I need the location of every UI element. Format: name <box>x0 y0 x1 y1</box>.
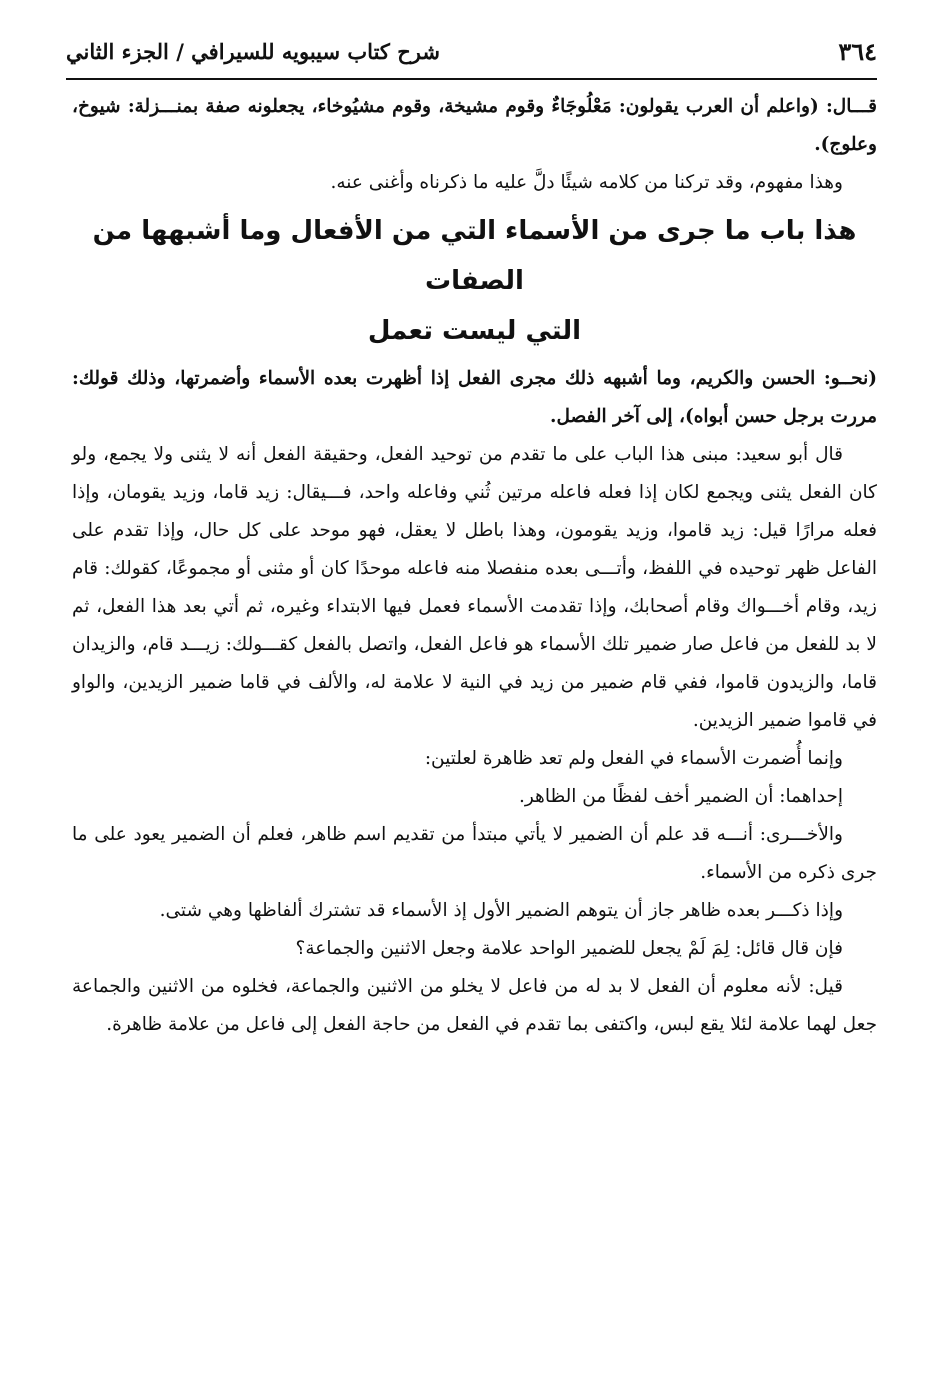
page-header <box>66 28 877 74</box>
running-title: شرح كتاب سيبويه للسيرافي / الجزء الثاني <box>66 38 440 64</box>
quote-paragraph: قـــال: (واعلم أن العرب يقولون: مَعْلُوجَاءٌ وقوم مشيخة، وقوم مشيُوخاء، يجعلونه صفة بمنـــزلة: شيوخ، وعلوج). <box>72 96 877 155</box>
chapter-heading <box>72 206 877 356</box>
paragraph: فإن قال قائل: لِمَ لَمْ يجعل للضمير الواحد علامة وجعل الاثنين والجماعة؟ <box>295 938 843 959</box>
chapter-heading-line2: التي ليست تعمل <box>367 316 582 346</box>
paragraph: وإنما أُضمرت الأسماء في الفعل ولم تعد ظاهرة لعلتين: <box>424 748 843 769</box>
paragraph: قيل: لأنه معلوم أن الفعل لا بد له من فاعل لا يخلو من الاثنين والجماعة، فخلوه من الاثنين والجماعة جعل لهما علامة لئلا يقع لبس، واكتفى بما تقدم في الفعل من حاجة الفعل إلى فاعل من علامة ظاهرة. <box>72 976 877 1035</box>
paragraph: قال أبو سعيد: مبنى هذا الباب على ما تقدم من توحيد الفعل، وحقيقة الفعل أنه لا يثنى ولا يجمع، ولو كان الفعل يثنى ويجمع لكان إذا فعله فاعله مرتين ثُني وفاعله واحد، فـــيقال: زيد قاما، وزيد يقومان، وإذا فعله مرارًا قيل: زيد قاموا، وزيد يقومون، وهذا باطل لا يعقل، فهو موحد على كل حال، وإذا تقدم على الفاعل ظهر توحيده في اللفظ، وأتـــى بعده منفصلا منه فاعله موحدًا كان أو مثنى أو مجموعًا، كقولك: قام زيد، وقام أخـــواك وقام أصحابك، وإذا تقدمت الأسماء فعمل فيها الابتداء وغيره، ثم أتي بعد هذا الفعل، ثم لا بد للفعل من فاعل صار ضمير تلك الأسماء هو فاعل الفعل، واتصل بالفعل كقـــولك: زيـــد قام، والزيدان قاما، والزيدون قاموا، ففي قام ضمير من زيد في النية لا علامة له، والألف في قاما ضمير الزيدين، والواو في قاموا ضمير الزيدين. <box>72 444 877 731</box>
paragraph: وهذا مفهوم، وقد تركنا من كلامه شيئًا دلَّ عليه ما ذكرناه وأغنى عنه. <box>330 172 843 193</box>
quote-paragraph: (نحــو: الحسن والكريم، وما أشبهه ذلك مجرى الفعل إذا أظهرت بعده الأسماء وأضمرتها، وذلك قولك: مررت برجل حسن أبواه)، إلى آخر الفصل. <box>72 368 877 427</box>
header-divider <box>66 78 877 80</box>
paragraph: إحداهما: أن الضمير أخف لفظًا من الظاهر. <box>518 786 843 807</box>
chapter-heading-line1: هذا باب ما جرى من الأسماء التي من الأفعال وما أشبهها من الصفات <box>92 216 857 296</box>
page-body <box>72 88 877 1044</box>
paragraph: والأخـــرى: أنـــه قد علم أن الضمير لا يأتي مبتدأ من تقديم اسم ظاهر، فعلم أن الضمير يعود على ما جرى ذكره من الأسماء. <box>72 824 877 883</box>
page-number: ٣٦٤ <box>838 36 877 66</box>
paragraph: وإذا ذكـــر بعده ظاهر جاز أن يتوهم الضمير الأول إذ الأسماء قد تشترك ألفاظها وهي شتى. <box>159 900 843 921</box>
